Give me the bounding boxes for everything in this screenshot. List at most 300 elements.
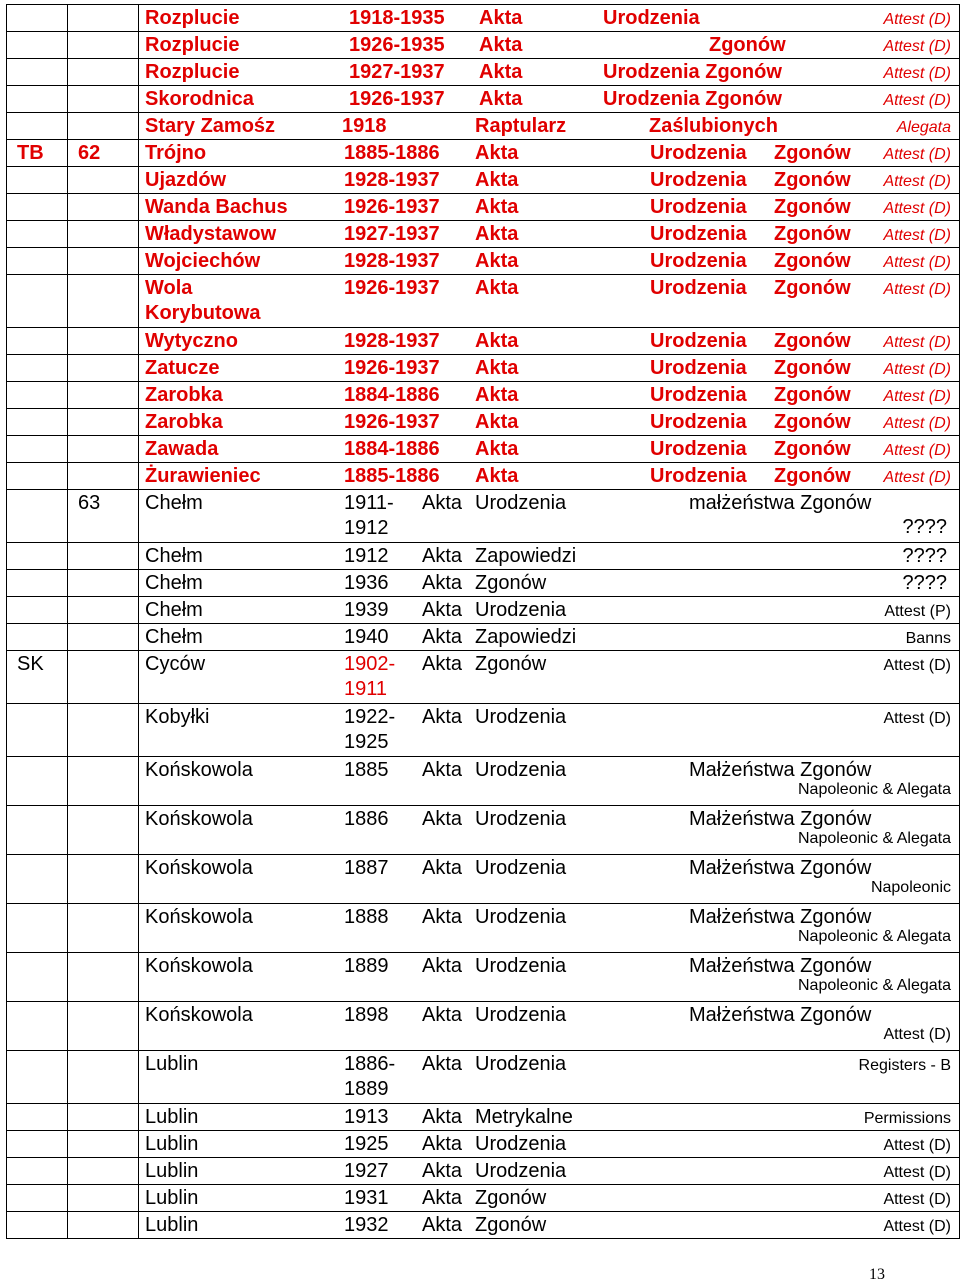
- number: [68, 855, 138, 856]
- prefix-cell: [7, 1185, 68, 1212]
- years-cont: 1925: [344, 731, 389, 753]
- record-type: Urodzenia: [650, 250, 747, 272]
- number-cell: [68, 806, 139, 855]
- record-kind: Akta: [422, 1106, 463, 1128]
- prefix-cell: [7, 355, 68, 382]
- record-kind: Akta: [475, 357, 519, 379]
- number-cell: [68, 543, 139, 570]
- record-kind: Akta: [479, 88, 523, 110]
- number: [68, 624, 138, 625]
- place-name: Wojciechów: [145, 250, 261, 272]
- years: 1940: [344, 626, 389, 648]
- table-row: [7, 5, 960, 32]
- number-cell: [68, 59, 139, 86]
- place-name: Stary Zamośz: [145, 115, 276, 137]
- prefix-cell: [7, 904, 68, 953]
- prefix-cell: [7, 1158, 68, 1185]
- record-kind: Akta: [422, 706, 463, 728]
- prefix-cell: [7, 1002, 68, 1051]
- place-name: Rozplucie: [145, 61, 240, 83]
- prefix-cell: [7, 86, 68, 113]
- prefix-cell: [7, 328, 68, 355]
- prefix-cell: [7, 757, 68, 806]
- record-kind: Akta: [475, 384, 519, 406]
- table-row: [7, 806, 960, 855]
- entry-cell: [139, 59, 960, 86]
- record-type-2: Zgonów: [774, 330, 851, 352]
- years: 1885: [344, 759, 389, 781]
- prefix: [7, 167, 67, 168]
- years: 1888: [344, 906, 389, 928]
- record-label: Attest (P): [884, 603, 951, 620]
- record-type: Urodzenia: [650, 357, 747, 379]
- record-type: Urodzenia: [475, 599, 567, 621]
- entry-cell: [139, 597, 960, 624]
- record-type: Urodzenia: [475, 857, 567, 879]
- prefix-cell: [7, 1051, 68, 1104]
- prefix: [7, 328, 67, 329]
- table-row: [7, 140, 960, 167]
- record-type: Zapowiedzi: [475, 626, 577, 648]
- prefix-cell: [7, 806, 68, 855]
- place-name: Zawada: [145, 438, 219, 460]
- years: 1911-: [344, 492, 394, 514]
- record-type-2: Zgonów: [774, 196, 851, 218]
- entry-cell: [139, 275, 960, 328]
- prefix-cell: [7, 463, 68, 490]
- entry-cell: [139, 5, 960, 32]
- record-label: Attest (D): [883, 469, 951, 486]
- place-name: Chełm: [145, 599, 203, 621]
- number-cell: [68, 382, 139, 409]
- place-name: Końskowola: [145, 955, 253, 977]
- record-label: Napoleonic & Alegata: [798, 781, 951, 798]
- entry-cell: [139, 140, 960, 167]
- record-kind: Akta: [422, 759, 463, 781]
- table-row: [7, 355, 960, 382]
- prefix: [7, 855, 67, 856]
- number-cell: [68, 490, 139, 543]
- entry-cell: [139, 113, 960, 140]
- number-cell: [68, 328, 139, 355]
- record-label: ????: [902, 516, 947, 538]
- entry-cell: [139, 1158, 960, 1185]
- number: 62: [78, 142, 101, 164]
- years: 1936: [344, 572, 389, 594]
- place-name: Chełm: [145, 626, 203, 648]
- entry-cell: [139, 382, 960, 409]
- entry-cell: [139, 904, 960, 953]
- table-row: [7, 624, 960, 651]
- record-label: Attest (D): [883, 1218, 951, 1235]
- record-kind: Akta: [422, 1053, 463, 1075]
- number: [68, 1185, 138, 1186]
- years: 1926-1935: [349, 34, 445, 56]
- entry-cell: [139, 757, 960, 806]
- record-kind: Akta: [422, 545, 463, 567]
- number: [68, 570, 138, 571]
- record-label: Attest (D): [883, 1191, 951, 1208]
- number: [68, 543, 138, 544]
- record-label: Alegata: [896, 119, 951, 136]
- record-label: Attest (D): [883, 200, 951, 217]
- record-kind: Akta: [422, 906, 463, 928]
- place-name: Zatucze: [145, 357, 220, 379]
- entry-cell: [139, 806, 960, 855]
- entry-cell: [139, 1212, 960, 1239]
- record-label: Attest (D): [883, 173, 951, 190]
- table-row: [7, 382, 960, 409]
- record-type-2: Zgonów: [774, 250, 851, 272]
- record-type: Zaślubionych: [649, 115, 778, 137]
- number: [68, 1051, 138, 1052]
- entry-cell: [139, 624, 960, 651]
- record-type: Urodzenia: [650, 277, 747, 299]
- record-kind: Akta: [422, 955, 463, 977]
- prefix: [7, 597, 67, 598]
- table-row: [7, 221, 960, 248]
- record-kind: Akta: [422, 653, 463, 675]
- record-type: Zgonów: [475, 1214, 547, 1236]
- number: [68, 1131, 138, 1132]
- prefix-cell: [7, 570, 68, 597]
- entry-cell: [139, 221, 960, 248]
- table-row: [7, 651, 960, 704]
- place-name: Lublin: [145, 1160, 199, 1182]
- record-type-2: Zgonów: [774, 277, 851, 299]
- record-kind: Akta: [422, 1187, 463, 1209]
- record-type-2: małżeństwa Zgonów: [689, 492, 872, 514]
- table-row: [7, 1104, 960, 1131]
- entry-cell: [139, 167, 960, 194]
- entry-cell: [139, 248, 960, 275]
- record-kind: Akta: [475, 277, 519, 299]
- years-cont: 1911: [344, 678, 388, 700]
- number-cell: [68, 113, 139, 140]
- record-label: Attest (D): [883, 146, 951, 163]
- place-name: Lublin: [145, 1053, 199, 1075]
- years: 1928-1937: [344, 169, 440, 191]
- number: [68, 597, 138, 598]
- years: 1927-1937: [349, 61, 445, 83]
- record-type: Urodzenia: [650, 438, 747, 460]
- prefix: [7, 463, 67, 464]
- years: 1926-1937: [344, 277, 440, 299]
- number: [68, 5, 138, 6]
- place-name: Lublin: [145, 1106, 199, 1128]
- years: 1927: [344, 1160, 389, 1182]
- number: [68, 704, 138, 705]
- place-name: Rozplucie: [145, 7, 240, 29]
- years: 1918: [342, 115, 387, 137]
- record-type-2: Małżeństwa Zgonów: [689, 808, 872, 830]
- table-row: [7, 32, 960, 59]
- record-type: Urodzenia: [650, 169, 747, 191]
- table-row: [7, 1051, 960, 1104]
- prefix-cell: [7, 855, 68, 904]
- prefix: [7, 1104, 67, 1105]
- record-type: Urodzenia: [475, 1133, 567, 1155]
- record-label: Permissions: [863, 1110, 951, 1127]
- entry-cell: [139, 436, 960, 463]
- table-row: [7, 409, 960, 436]
- record-kind: Akta: [422, 857, 463, 879]
- record-type-2: Małżeństwa Zgonów: [689, 906, 872, 928]
- record-type: Urodzenia Zgonów: [603, 88, 782, 110]
- prefix-cell: [7, 490, 68, 543]
- number-cell: [68, 651, 139, 704]
- record-type-2: Małżeństwa Zgonów: [689, 955, 872, 977]
- record-kind: Akta: [422, 808, 463, 830]
- number-cell: [68, 757, 139, 806]
- number-cell: [68, 194, 139, 221]
- table-row: [7, 1131, 960, 1158]
- prefix-cell: [7, 1131, 68, 1158]
- record-kind: Akta: [475, 223, 519, 245]
- number: [68, 194, 138, 195]
- record-type: Urodzenia: [475, 759, 567, 781]
- number: [68, 221, 138, 222]
- number-cell: [68, 221, 139, 248]
- place-name: Wanda Bachus: [145, 196, 288, 218]
- prefix: [7, 32, 67, 33]
- page-number: 13: [869, 1266, 885, 1283]
- entry-cell: [139, 953, 960, 1002]
- record-kind: Raptularz: [475, 115, 567, 137]
- record-label: Attest (D): [883, 11, 951, 28]
- table-row: [7, 490, 960, 543]
- table-row: [7, 1002, 960, 1051]
- record-label: Attest (D): [883, 334, 951, 351]
- entry-cell: [139, 355, 960, 382]
- prefix: [7, 59, 67, 60]
- record-type: Urodzenia: [650, 384, 747, 406]
- table-row: [7, 113, 960, 140]
- years: 1925: [344, 1133, 389, 1155]
- prefix: SK: [17, 653, 44, 675]
- record-label: Attest (D): [883, 227, 951, 244]
- number-cell: [68, 597, 139, 624]
- years: 1926-1937: [344, 357, 440, 379]
- entry-cell: [139, 855, 960, 904]
- place-name: Cyców: [145, 653, 206, 675]
- record-type: Urodzenia: [475, 1004, 567, 1026]
- prefix: [7, 1185, 67, 1186]
- record-label: Banns: [905, 630, 951, 647]
- place-name: Końskowola: [145, 857, 253, 879]
- place-name: Końskowola: [145, 759, 253, 781]
- record-label: Attest (D): [883, 361, 951, 378]
- record-type: Urodzenia: [650, 142, 747, 164]
- number: [68, 59, 138, 60]
- number-cell: [68, 1212, 139, 1239]
- record-label: Attest (D): [883, 415, 951, 432]
- table-row: [7, 904, 960, 953]
- place-name: Ujazdów: [145, 169, 227, 191]
- record-kind: Akta: [479, 7, 523, 29]
- record-type: Urodzenia: [650, 411, 747, 433]
- record-kind: Akta: [475, 142, 519, 164]
- place-name: Zarobka: [145, 411, 223, 433]
- number: [68, 651, 138, 652]
- prefix: [7, 436, 67, 437]
- table-row: [7, 757, 960, 806]
- years: 1898: [344, 1004, 389, 1026]
- table-row: [7, 59, 960, 86]
- prefix-cell: [7, 221, 68, 248]
- number: [68, 806, 138, 807]
- number: [68, 355, 138, 356]
- prefix: [7, 275, 67, 276]
- entry-cell: [139, 1002, 960, 1051]
- number-cell: [68, 275, 139, 328]
- number: [68, 32, 138, 33]
- number: [68, 113, 138, 114]
- number-cell: [68, 570, 139, 597]
- table-row: [7, 194, 960, 221]
- prefix: [7, 543, 67, 544]
- number: [68, 1212, 138, 1213]
- prefix-cell: [7, 113, 68, 140]
- prefix: [7, 1158, 67, 1159]
- prefix: [7, 5, 67, 6]
- number: [68, 1002, 138, 1003]
- record-type-2: Małżeństwa Zgonów: [689, 857, 872, 879]
- record-type: Urodzenia: [650, 196, 747, 218]
- record-label: Napoleonic & Alegata: [798, 928, 951, 945]
- number: [68, 757, 138, 758]
- record-label: Attest (D): [883, 1164, 951, 1181]
- record-kind: Akta: [479, 34, 523, 56]
- prefix-cell: [7, 1212, 68, 1239]
- number-cell: [68, 86, 139, 113]
- record-type: Urodzenia: [650, 223, 747, 245]
- years: 1884-1886: [344, 438, 440, 460]
- record-kind: Akta: [479, 61, 523, 83]
- number: [68, 328, 138, 329]
- number-cell: [68, 1185, 139, 1212]
- years: 1902-: [344, 653, 396, 675]
- years: 1928-1937: [344, 250, 440, 272]
- prefix: [7, 113, 67, 114]
- number-cell: [68, 1104, 139, 1131]
- record-kind: Akta: [475, 330, 519, 352]
- record-type-2: Małżeństwa Zgonów: [689, 1004, 872, 1026]
- table-row: [7, 855, 960, 904]
- number: [68, 953, 138, 954]
- table-row: [7, 86, 960, 113]
- record-type-2: Zgonów: [709, 34, 786, 56]
- place-name: Skorodnica: [145, 88, 254, 110]
- record-type-2: Zgonów: [774, 223, 851, 245]
- years: 1927-1937: [344, 223, 440, 245]
- place-name: Wola: [145, 277, 193, 299]
- number: [68, 409, 138, 410]
- record-label: Attest (D): [883, 442, 951, 459]
- years: 1928-1937: [344, 330, 440, 352]
- number-cell: [68, 1002, 139, 1051]
- record-kind: Akta: [422, 1160, 463, 1182]
- number: [68, 248, 138, 249]
- years: 1926-1937: [344, 411, 440, 433]
- table-row: [7, 570, 960, 597]
- place-name: Końskowola: [145, 808, 253, 830]
- record-kind: Akta: [475, 250, 519, 272]
- entry-cell: [139, 194, 960, 221]
- place-name: Końskowola: [145, 906, 253, 928]
- prefix-cell: [7, 382, 68, 409]
- record-label: Attest (D): [883, 388, 951, 405]
- table-row: [7, 1212, 960, 1239]
- number-cell: [68, 409, 139, 436]
- number-cell: [68, 1158, 139, 1185]
- record-kind: Akta: [422, 1004, 463, 1026]
- years: 1922-: [344, 706, 396, 728]
- table-row: [7, 543, 960, 570]
- record-label: Napoleonic: [870, 879, 951, 896]
- record-type-2: Zgonów: [774, 438, 851, 460]
- years-cont: 1889: [344, 1078, 389, 1100]
- prefix-cell: [7, 543, 68, 570]
- prefix: [7, 86, 67, 87]
- prefix: [7, 1131, 67, 1132]
- record-type: Zgonów: [475, 1187, 547, 1209]
- entry-cell: [139, 328, 960, 355]
- years: 1913: [344, 1106, 389, 1128]
- record-label: Attest (D): [883, 1137, 951, 1154]
- table-row: [7, 328, 960, 355]
- number: [68, 436, 138, 437]
- years: 1885-1886: [344, 142, 440, 164]
- entry-cell: [139, 651, 960, 704]
- record-kind: Akta: [422, 572, 463, 594]
- years: 1939: [344, 599, 389, 621]
- record-type-2: Zgonów: [774, 357, 851, 379]
- prefix-cell: [7, 704, 68, 757]
- years: 1931: [344, 1187, 389, 1209]
- number: [68, 275, 138, 276]
- record-label: Attest (D): [883, 657, 951, 674]
- years: 1912: [344, 545, 389, 567]
- record-type: Metrykalne: [475, 1106, 573, 1128]
- record-type-2: Zgonów: [774, 465, 851, 487]
- record-label: ????: [902, 545, 947, 567]
- place-name: Chełm: [145, 572, 203, 594]
- number-cell: [68, 167, 139, 194]
- number-cell: [68, 1051, 139, 1104]
- prefix-cell: [7, 651, 68, 704]
- record-kind: Akta: [422, 1214, 463, 1236]
- place-name: Zarobka: [145, 384, 223, 406]
- prefix-cell: [7, 248, 68, 275]
- place-name: Lublin: [145, 1214, 199, 1236]
- entry-cell: [139, 570, 960, 597]
- number-cell: [68, 953, 139, 1002]
- entry-cell: [139, 490, 960, 543]
- number: [68, 167, 138, 168]
- years: 1886: [344, 808, 389, 830]
- place-name: Chełm: [145, 545, 203, 567]
- prefix-cell: [7, 32, 68, 59]
- number: [68, 463, 138, 464]
- prefix-cell: [7, 953, 68, 1002]
- prefix-cell: [7, 436, 68, 463]
- record-type: Urodzenia: [475, 906, 567, 928]
- prefix: [7, 1212, 67, 1213]
- entry-cell: [139, 704, 960, 757]
- number-cell: [68, 704, 139, 757]
- number-cell: [68, 624, 139, 651]
